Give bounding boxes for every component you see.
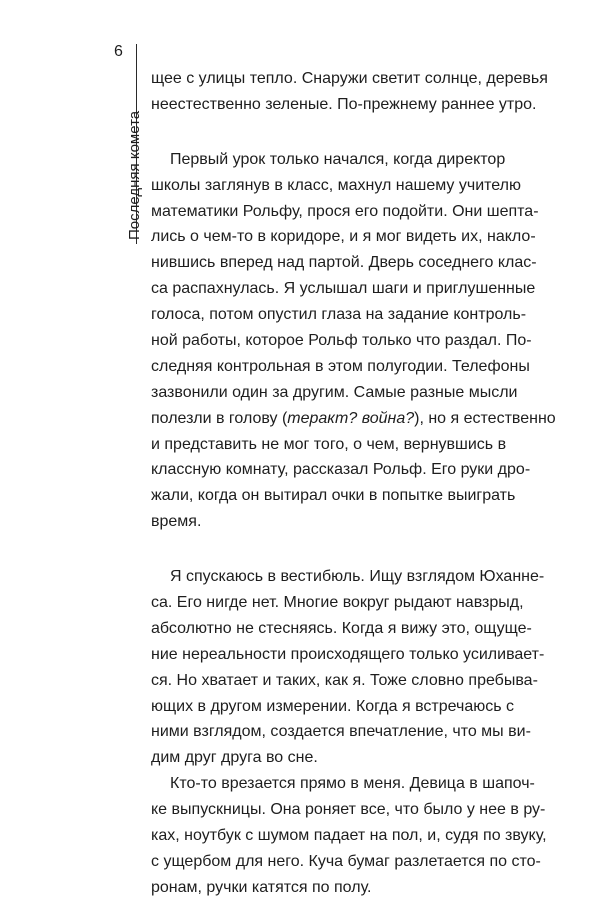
text-line: математики Рольфу, прося его подойти. Они шепта-	[151, 202, 539, 220]
text-line: и представить не мог того, о чем, вернувшись в	[151, 435, 507, 453]
running-head: Последняя комета	[126, 110, 143, 240]
text-line: нившись вперед над партой. Дверь соседнего клас-	[151, 254, 537, 272]
text-line: щее с улицы тепло. Снаружи светит солнце, деревья	[151, 70, 548, 87]
text-line: ся. Но хватает и таких, как я. Тоже словно пребыва-	[151, 671, 538, 689]
text-line: дим друг друга во сне.	[151, 749, 318, 767]
text-line: са распахнулась. Я услышал шаги и приглушенные	[151, 280, 536, 298]
text-line: голоса, потом опустил глаза на задание контроль-	[151, 306, 527, 324]
body-text	[151, 66, 556, 901]
italic-phrase: теракт? война?	[287, 409, 415, 427]
text-line: ке выпускницы. Она роняет все, что было у нее в ру-	[151, 801, 546, 819]
text-line: Первый урок только начался, когда директор	[170, 150, 506, 168]
text-line: ними взглядом, создается впечатление, что мы ви-	[151, 723, 531, 741]
text-line: са. Его нигде нет. Многие вокруг рыдают навзрыд,	[151, 594, 524, 612]
text-line: жали, когда он вытирал очки в попытке выиграть	[151, 487, 516, 505]
text-line: школы заглянув в класс, махнул нашему учителю	[151, 176, 521, 194]
text-line: ющих в другом измерении. Когда я встречаюсь с	[151, 697, 514, 715]
text-line: классную комнату, рассказал Рольф. Его руки дро-	[151, 461, 531, 479]
text-line-start: полезли в голову (	[151, 409, 288, 427]
text-line: ной работы, которое Рольф только что раздал. По-	[151, 332, 532, 350]
text-line: ронам, ручки катятся по полу.	[151, 878, 372, 896]
page-number: 6	[114, 43, 123, 60]
text-line: время.	[151, 513, 202, 531]
text-line-end: ), но я естественно	[414, 409, 556, 427]
text-line: следняя контрольная в этом полугодии. Телефоны	[151, 357, 530, 375]
paragraph	[151, 66, 548, 118]
text-line: неестественно зеленые. По-прежнему раннее утро.	[151, 95, 537, 113]
text-line: Я спускаюсь в вестибюль. Ищу взглядом Юханне-	[170, 568, 545, 586]
text-line: Кто-то врезается прямо в меня. Девица в шапоч-	[170, 775, 535, 793]
text-line: ках, ноутбук с шумом падает на пол, и, судя по звуку,	[151, 827, 547, 845]
paragraph	[151, 564, 545, 771]
text-line: зазвонили один за другим. Самые разные мысли	[151, 383, 518, 401]
text-line: лись о чем-то в коридоре, и я мог видеть их, накло-	[151, 228, 536, 246]
paragraph	[151, 147, 556, 535]
text-line: абсолютно не стесняясь. Когда я вижу это, ощуще-	[151, 619, 532, 637]
text-line: с ущербом для него. Куча бумаг разлетается по сто-	[151, 852, 541, 870]
text-line	[151, 406, 556, 432]
text-line: ние нереальности происходящего только усиливает-	[151, 645, 545, 663]
paragraph	[151, 771, 547, 900]
